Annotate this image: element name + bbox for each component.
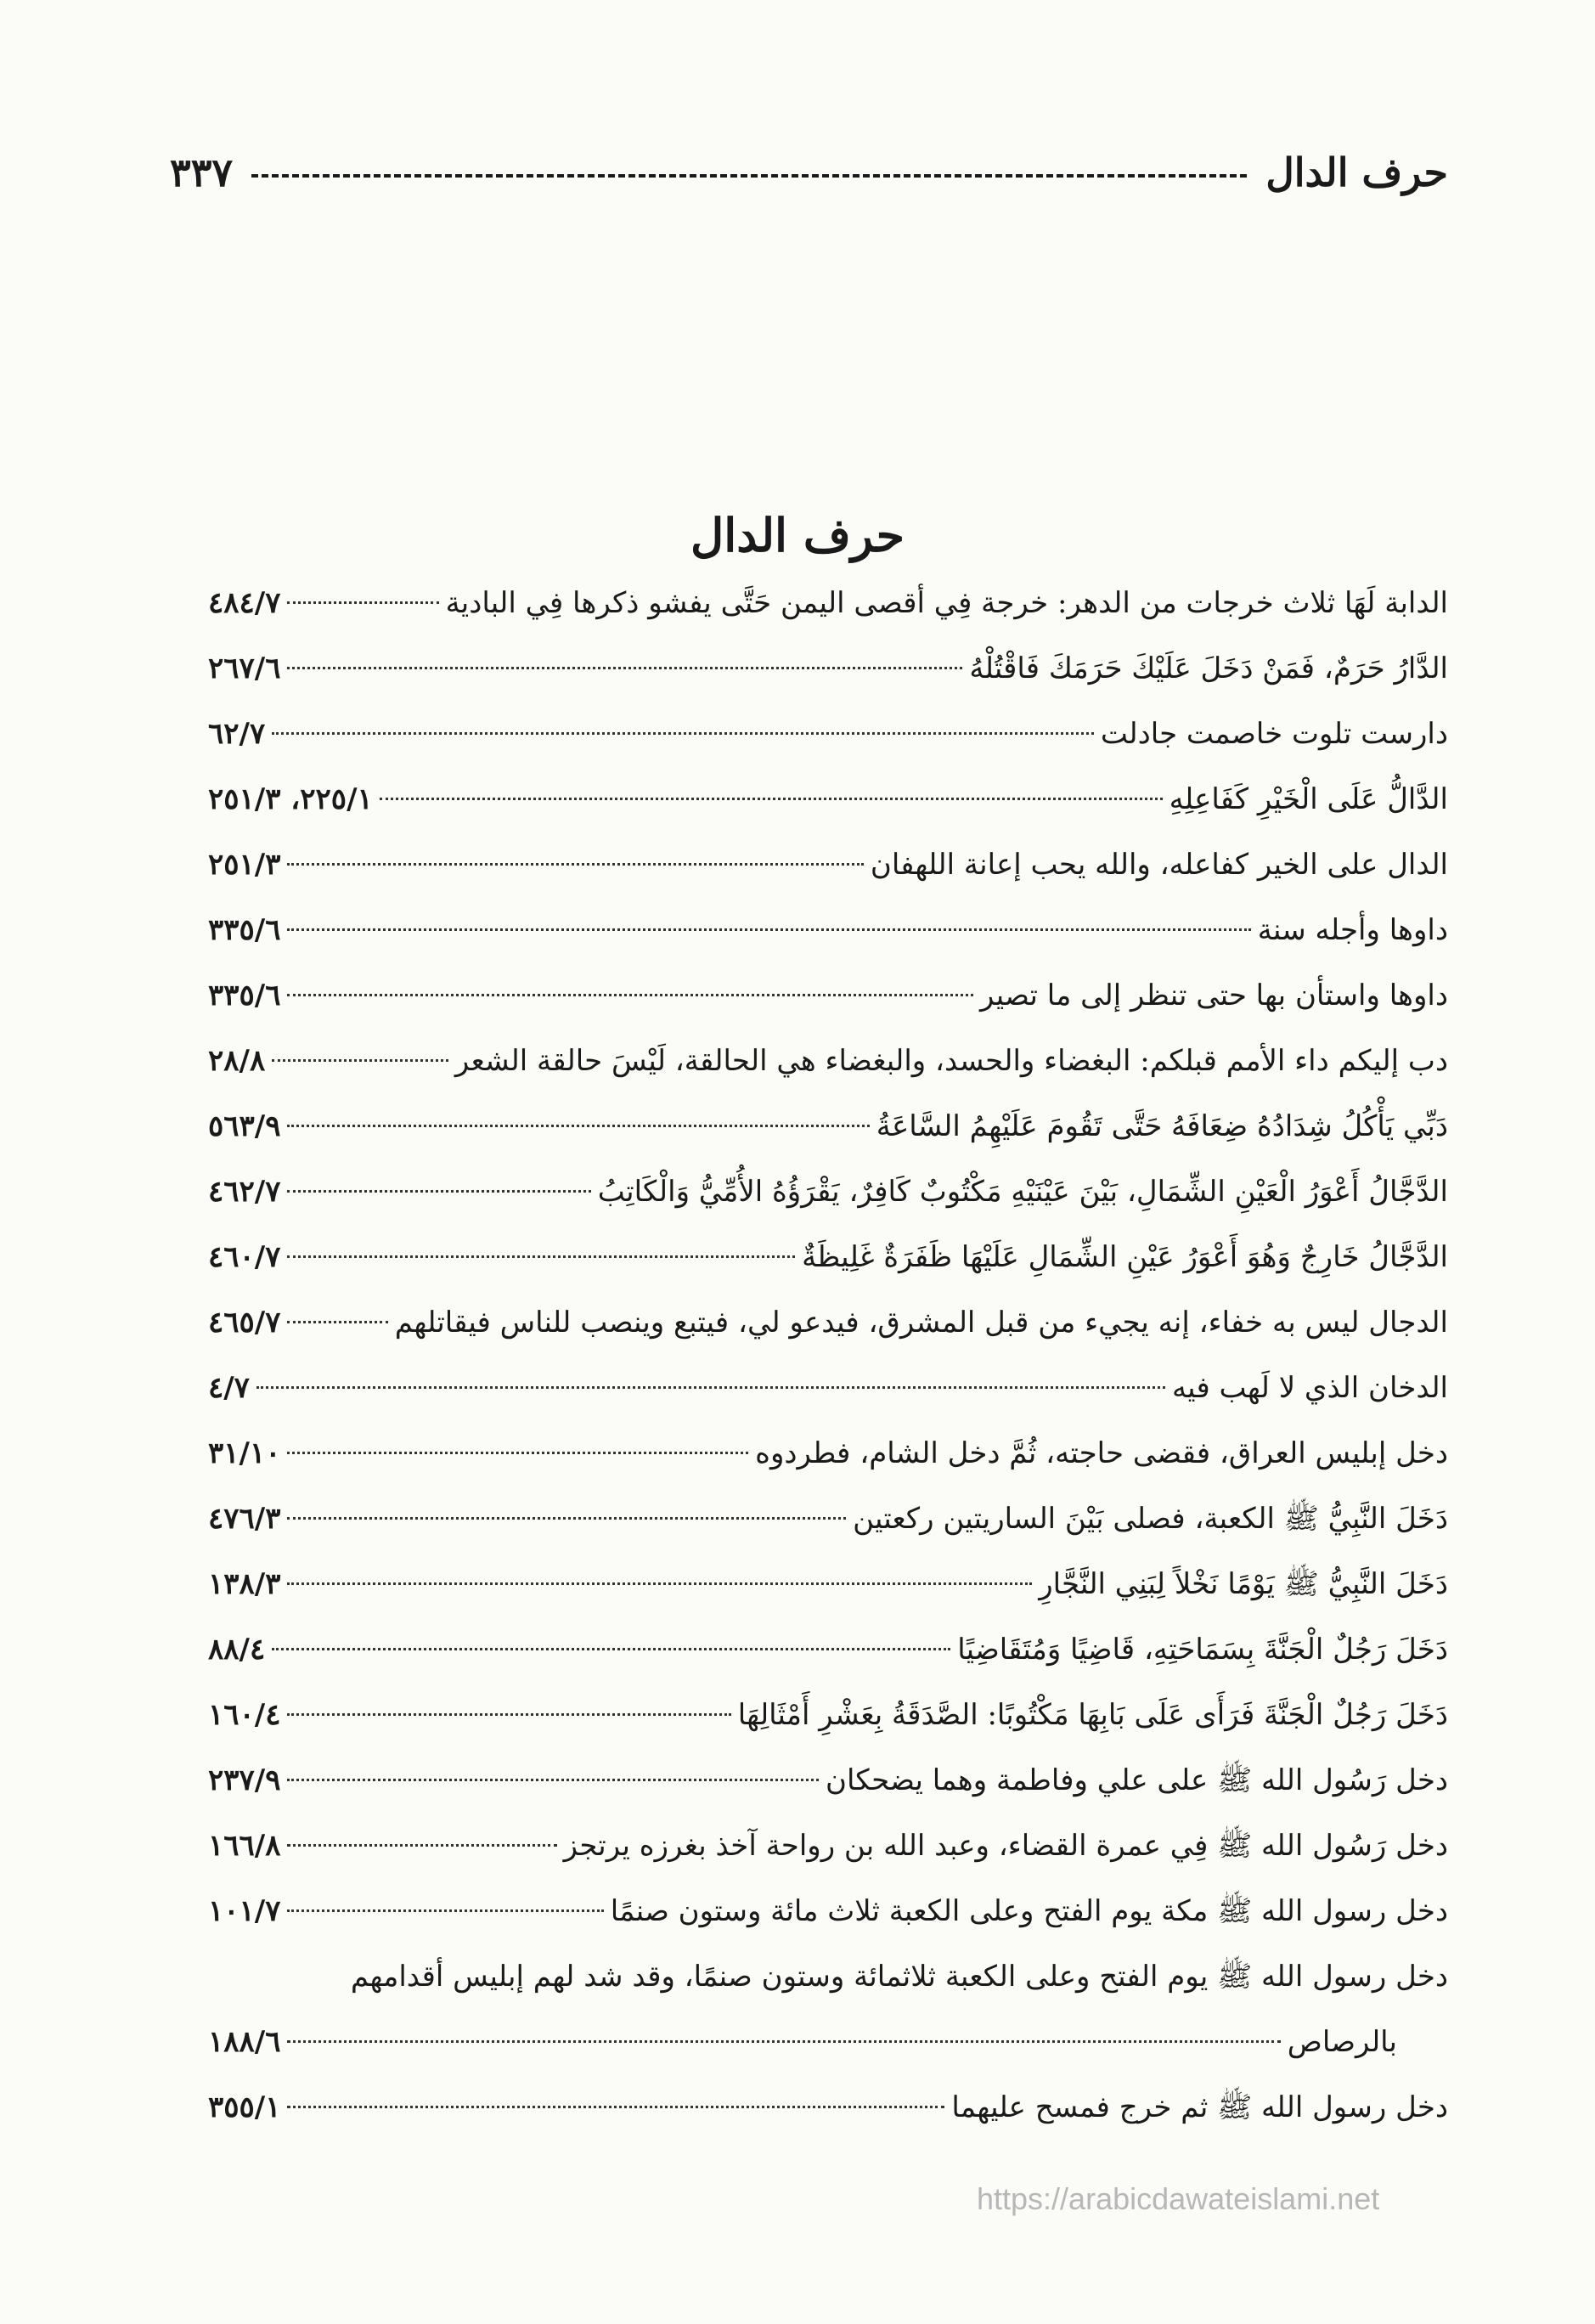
index-entry [208, 702, 1448, 767]
index-entry [208, 832, 1448, 898]
index-entry [208, 767, 1448, 832]
entry-reference: ١٦٠/٤ [208, 1698, 281, 1732]
entry-reference: ١٠١/٧ [208, 1894, 281, 1928]
entry-text: دَخَلَ رَجُلٌ الْجَنَّةَ فَرَأَى عَلَى بَابِهَا مَكْتُوبًا: الصَّدَقَةُ بِعَشْرِ أَمْثَالِهَا [737, 1698, 1448, 1732]
index-entry [208, 1290, 1448, 1356]
entry-text: الدابة لَهَا ثلاث خرجات من الدهر: خرجة فِي أقصى اليمن حَتَّى يفشو ذكرها فِي البادية [445, 586, 1448, 620]
dotted-leader [287, 863, 863, 866]
dotted-leader [287, 667, 962, 669]
entry-reference: ٣٥٥/١ [208, 2090, 281, 2124]
entry-text: دارست تلوت خاصمت جادلت [1100, 717, 1448, 751]
index-entry [208, 1094, 1448, 1159]
index-entry [208, 1421, 1448, 1486]
entry-text: دخل رسول الله ﷺ مكة يوم الفتح وعلى الكعبة ثلاث مائة وستون صنمًا [610, 1894, 1448, 1928]
index-entry [208, 1944, 1448, 2075]
dotted-leader [287, 1255, 795, 1258]
dotted-leader [287, 1779, 819, 1781]
index-entry [208, 571, 1448, 636]
index-entry [208, 1552, 1448, 1617]
entry-reference: ٥٦٣/٩ [208, 1109, 281, 1143]
index-entry [208, 898, 1448, 963]
entry-reference: ٣٣٥/٦ [208, 913, 281, 947]
entry-text: الدَّجَّالُ أَعْوَرُ الْعَيْنِ الشِّمَالِ، بَيْنَ عَيْنَيْهِ مَكْتُوبٌ كَافِرٌ، يَقْرَؤُهُ الأُمِّيُّ وَالْكَاتِبُ [597, 1175, 1448, 1209]
page-number: ٣٣٧ [170, 149, 234, 195]
dotted-leader [272, 732, 1094, 735]
entry-reference: ٨٨/٤ [208, 1633, 266, 1667]
entry-text: دخل رسول الله ﷺ ثم خرج فمسح عليهما [951, 2090, 1448, 2124]
index-entry [208, 1225, 1448, 1290]
entry-text: الدَّالُّ عَلَى الْخَيْرِ كَفَاعِلِهِ [1169, 782, 1448, 816]
dotted-leader [287, 1713, 730, 1716]
entry-text: الدجال ليس به خفاء، إنه يجيء من قبل المشرق، فيدعو لي، فيتبع وينصب للناس فيقاتلهم [394, 1306, 1448, 1340]
dotted-leader [272, 1059, 448, 1062]
index-entry [208, 1356, 1448, 1421]
entry-text: دخل رَسُول الله ﷺ فِي عمرة القضاء، وعبد الله بن رواحة آخذ بغرزه يرتجز [563, 1829, 1448, 1863]
entry-reference: ٢٦٧/٦ [208, 652, 281, 685]
dotted-leader [287, 1125, 869, 1127]
entry-reference: ١٨٨/٦ [208, 2025, 281, 2059]
entry-text: الدخان الذي لا لَهب فيه [1171, 1371, 1448, 1405]
entry-text: الدَّجَّالُ خَارِجٌ وَهُوَ أَعْوَرُ عَيْنِ الشِّمَالِ عَلَيْهَا ظَفَرَةٌ غَلِيظَةٌ [802, 1240, 1448, 1274]
entry-reference: ٢٢٥/١، ٢٥١/٣ [208, 782, 373, 816]
entry-text-continuation: بالرصاص [1287, 2025, 1397, 2059]
dotted-leader [272, 1648, 950, 1650]
entry-reference: ٤٦٥/٧ [208, 1306, 281, 1340]
dotted-leader [287, 2040, 1280, 2043]
dotted-leader [287, 994, 972, 996]
index-entry [208, 1683, 1448, 1748]
dotted-leader [287, 1909, 603, 1912]
index-entry [208, 1486, 1448, 1552]
index-entries [208, 571, 1448, 2141]
entry-reference: ٢٣٧/٩ [208, 1763, 281, 1797]
entry-reference: ٢٥١/٣ [208, 848, 281, 882]
index-entry [208, 1617, 1448, 1683]
entry-text: داوها واستأن بها حتى تنظر إلى ما تصير [979, 979, 1448, 1013]
entry-reference: ٤٦٠/٧ [208, 1240, 281, 1274]
section-title: حرف الدال [690, 508, 905, 562]
dotted-leader [287, 1517, 846, 1520]
entry-reference: ٤/٧ [208, 1371, 250, 1405]
index-entry [208, 1814, 1448, 1879]
index-entry [208, 1029, 1448, 1094]
entry-text: دب إليكم داء الأمم قبلكم: البغضاء والحسد، والبغضاء هي الحالقة، لَيْسَ حالقة الشعر [454, 1044, 1448, 1078]
index-entry [208, 963, 1448, 1029]
entry-reference: ٤٦٢/٧ [208, 1175, 281, 1209]
dotted-leader [287, 1844, 556, 1847]
header-dashed-rule [251, 174, 1247, 178]
dotted-leader [287, 1452, 748, 1454]
entry-reference: ٣١/١٠ [208, 1436, 281, 1470]
dotted-leader [256, 1386, 1165, 1389]
entry-text: دخل رسول الله ﷺ يوم الفتح وعلى الكعبة ثلاثمائة وستون صنمًا، وقد شد لهم إبليس أقدامهم [350, 1960, 1448, 1994]
entry-reference: ٣٣٥/٦ [208, 979, 281, 1013]
running-title: حرف الدال [1265, 149, 1448, 195]
watermark: https://arabicdawateislami.net [977, 2181, 1380, 2216]
dotted-leader [380, 798, 1163, 800]
entry-text: الدَّارُ حَرَمٌ، فَمَنْ دَخَلَ عَلَيْكَ حَرَمَكَ فَاقْتُلْهُ [969, 652, 1448, 685]
entry-text: داوها وأجله سنة [1257, 913, 1448, 947]
dotted-leader [287, 1582, 1032, 1585]
dotted-leader [287, 2106, 944, 2108]
entry-reference: ١٣٨/٣ [208, 1567, 281, 1601]
entry-text: دخل رَسُول الله ﷺ على علي وفاطمة وهما يضحكان [825, 1763, 1448, 1797]
entry-text: دخل إبليس العراق، فقضى حاجته، ثُمَّ دخل الشام، فطردوه [755, 1436, 1448, 1470]
entry-text: دَبِّي يَأْكُلُ شِدَادُهُ ضِعَافَهُ حَتَّى تَقُومَ عَلَيْهِمُ السَّاعَةُ [876, 1109, 1448, 1143]
index-entry [208, 1159, 1448, 1225]
entry-reference: ٦٢/٧ [208, 717, 266, 751]
index-entry [208, 1748, 1448, 1814]
entry-text: الدال على الخير كفاعله، والله يحب إعانة اللهفان [870, 848, 1448, 882]
dotted-leader [287, 601, 438, 604]
index-entry [208, 636, 1448, 702]
dotted-leader [287, 1190, 590, 1193]
entry-reference: ٤٧٦/٣ [208, 1502, 281, 1536]
entry-reference: ٢٨/٨ [208, 1044, 266, 1078]
entry-reference: ١٦٦/٨ [208, 1829, 281, 1863]
dotted-leader [287, 928, 1250, 931]
entry-reference: ٤٨٤/٧ [208, 586, 281, 620]
running-header [170, 143, 1448, 202]
entry-text: دَخَلَ رَجُلٌ الْجَنَّةَ بِسَمَاحَتِهِ، قَاضِيًا وَمُتَقَاضِيًا [957, 1633, 1448, 1667]
entry-text: دَخَلَ النَّبِيُّ ﷺ يَوْمًا نَخْلاً لِبَنِي النَّجَّارِ [1039, 1567, 1448, 1601]
index-entry [208, 1879, 1448, 1944]
entry-text: دَخَلَ النَّبِيُّ ﷺ الكعبة، فصلى بَيْنَ الساريتين ركعتين [853, 1502, 1448, 1536]
index-entry [208, 2075, 1448, 2141]
dotted-leader [287, 1321, 387, 1323]
